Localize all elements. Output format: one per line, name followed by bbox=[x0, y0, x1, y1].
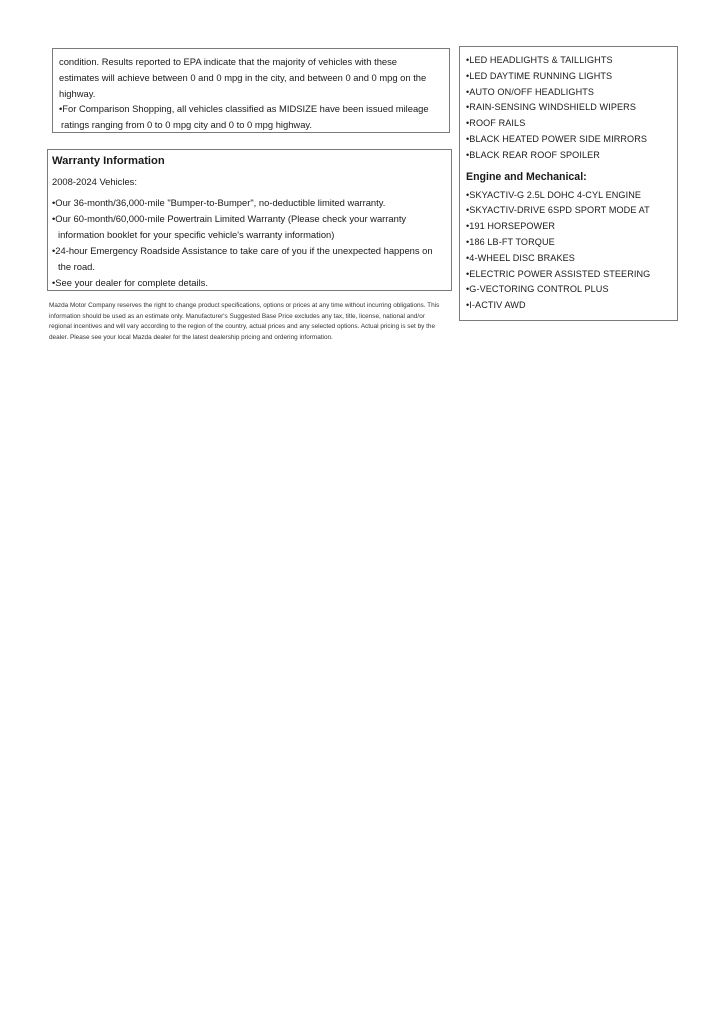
disclaimer-text: Mazda Motor Company reserves the right to change product specifications, options or prices at any time without incurring obligations. This information should be used as an estimate only. Manufacturer's Suggested Base Price excludes any tax, title, license, national and/or regional incentives and will vary according to the region of the country, actual prices and any selected options. Actual pricing is set by the dealer. Please see your local Mazda dealer for the latest dealership pricing and ordering information. bbox=[49, 302, 440, 341]
warranty-item bbox=[52, 243, 445, 275]
fuel-economy-box bbox=[52, 48, 450, 133]
engine-feature: •G-VECTORING CONTROL PLUS bbox=[466, 284, 609, 295]
engine-feature: •I-ACTIV AWD bbox=[466, 300, 526, 311]
exterior-feature: •AUTO ON/OFF HEADLIGHTS bbox=[466, 86, 595, 97]
warranty-item bbox=[52, 275, 445, 291]
exterior-feature: •BLACK HEATED POWER SIDE MIRRORS bbox=[466, 133, 648, 144]
fuel-economy-line: estimates will achieve between 0 and 0 mpg in the city, and between 0 and 0 mpg on the bbox=[59, 71, 427, 83]
engine-feature: •SKYACTIV-DRIVE 6SPD SPORT MODE AT bbox=[466, 205, 650, 216]
engine-feature: •186 LB-FT TORQUE bbox=[466, 236, 555, 247]
features-box bbox=[459, 46, 678, 321]
warranty-title: Warranty Information bbox=[52, 155, 165, 167]
warranty-box bbox=[47, 149, 452, 291]
fuel-economy-line: highway. bbox=[59, 87, 96, 99]
warranty-subtitle: 2008-2024 Vehicles: bbox=[52, 176, 137, 187]
fuel-economy-line: •For Comparison Shopping, all vehicles classified as MIDSIZE have been issued mileage bbox=[59, 103, 429, 115]
engine-feature: •SKYACTIV-G 2.5L DOHC 4-CYL ENGINE bbox=[466, 189, 642, 200]
engine-feature: •191 HORSEPOWER bbox=[466, 221, 556, 232]
warranty-item bbox=[52, 211, 445, 243]
warranty-item-line: •Our 60-month/60,000-mile Powertrain Limited Warranty (Please check your warranty bbox=[52, 213, 407, 224]
fuel-economy-line: condition. Results reported to EPA indicate that the majority of vehicles with these bbox=[59, 56, 398, 67]
fuel-economy-line: ratings ranging from 0 to 0 mpg city and 0 to 0 mpg highway. bbox=[61, 119, 312, 131]
warranty-item-line: •Our 36-month/36,000-mile "Bumper-to-Bumper", no-deductible limited warranty. bbox=[52, 197, 386, 208]
exterior-feature: •ROOF RAILS bbox=[466, 118, 526, 129]
warranty-item-line: •24-hour Emergency Roadside Assistance to take care of you if the unexpected happens on bbox=[52, 245, 433, 256]
exterior-feature: •LED DAYTIME RUNNING LIGHTS bbox=[466, 70, 613, 81]
warranty-item-line: •See your dealer for complete details. bbox=[52, 277, 208, 288]
engine-feature: •4-WHEEL DISC BRAKES bbox=[466, 252, 575, 263]
exterior-feature: •BLACK REAR ROOF SPOILER bbox=[466, 149, 600, 160]
warranty-item-continuation: information booklet for your specific vehicle's warranty information) bbox=[58, 229, 335, 240]
warranty-item bbox=[52, 195, 445, 211]
warranty-item-continuation: the road. bbox=[58, 261, 96, 272]
exterior-feature: •LED HEADLIGHTS & TAILLIGHTS bbox=[466, 55, 613, 65]
exterior-feature: •RAIN-SENSING WINDSHIELD WIPERS bbox=[466, 102, 636, 113]
engine-feature: •ELECTRIC POWER ASSISTED STEERING bbox=[466, 268, 651, 279]
engine-heading: Engine and Mechanical: bbox=[466, 170, 587, 183]
